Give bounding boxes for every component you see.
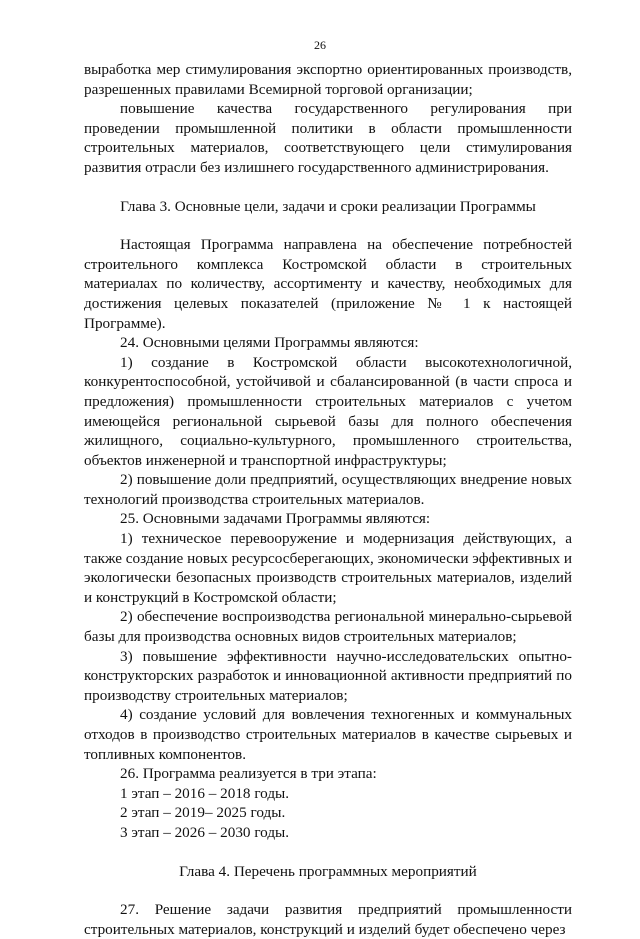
page-number: 26 [314, 38, 326, 52]
document-body [84, 60, 572, 939]
paragraph: 1) техническое перевооружение и модернизация действующих, а также создание новых ресурсосберегающих, экономически эффективных и экологически безопасных производств строительных материалов, изделий и конструкций в Костромской области; [84, 530, 573, 606]
stage-item: 3 этап – 2026 – 2030 годы. [120, 823, 290, 841]
paragraph: 25. Основными задачами Программы являются: [120, 510, 431, 528]
paragraph: 3) повышение эффективности научно-исследовательских опытно-конструкторских разработок и инновационной активности предприятий по производству строительных материалов; [84, 647, 572, 704]
stage-item: 2 этап – 2019– 2025 годы. [120, 804, 286, 822]
paragraph: повышение качества государственного регулирования при проведении промышленной политики в области промышленности строительных материалов, соответствующего цели стимулирования развития отрасли без излишнего государственного администрирования. [84, 100, 572, 176]
paragraph: Настоящая Программа направлена на обеспечение потребностей строительного комплекса Костромской области в строительных материалах по количеству, ассортименту и качеству, необходимых для достижения целевых показателей (приложение № 1 к настоящей Программе). [84, 236, 572, 332]
chapter-4-heading: Глава 4. Перечень программных мероприятий [179, 862, 477, 880]
stage-item: 1 этап – 2016 – 2018 годы. [120, 784, 290, 802]
paragraph: 2) обеспечение воспроизводства региональной минерально-сырьевой базы для производства основных видов строительных материалов; [84, 608, 572, 646]
paragraph: 26. Программа реализуется в три этапа: [120, 765, 377, 783]
paragraph: 4) создание условий для вовлечения техногенных и коммунальных отходов в производство строительных материалов в качестве сырьевых и топливных компонентов. [84, 706, 572, 763]
paragraph: 27. Решение задачи развития предприятий промышленности строительных материалов, конструкций и изделий будет обеспечено через [84, 901, 572, 938]
paragraph: 2) повышение доли предприятий, осуществляющих внедрение новых технологий производства строительных материалов. [84, 471, 572, 508]
paragraph: выработка мер стимулирования экспортно ориентированных производств, разрешенных правилами Всемирной торговой организации; [84, 61, 572, 98]
paragraph: 1) создание в Костромской области высокотехнологичной, конкурентоспособной, устойчивой и сбалансированной (в части спроса и предложения) промышленности строительных материалов с учетом имеющейся региональной сырьевой базы для полного обеспечения жилищного, социально-культурного, промышленного строительства, объектов инженерной и транспортной инфраструктуры; [84, 353, 572, 469]
paragraph: 24. Основными целями Программы являются: [120, 334, 419, 352]
chapter-3-heading: Глава 3. Основные цели, задачи и сроки реализации Программы [120, 197, 536, 215]
